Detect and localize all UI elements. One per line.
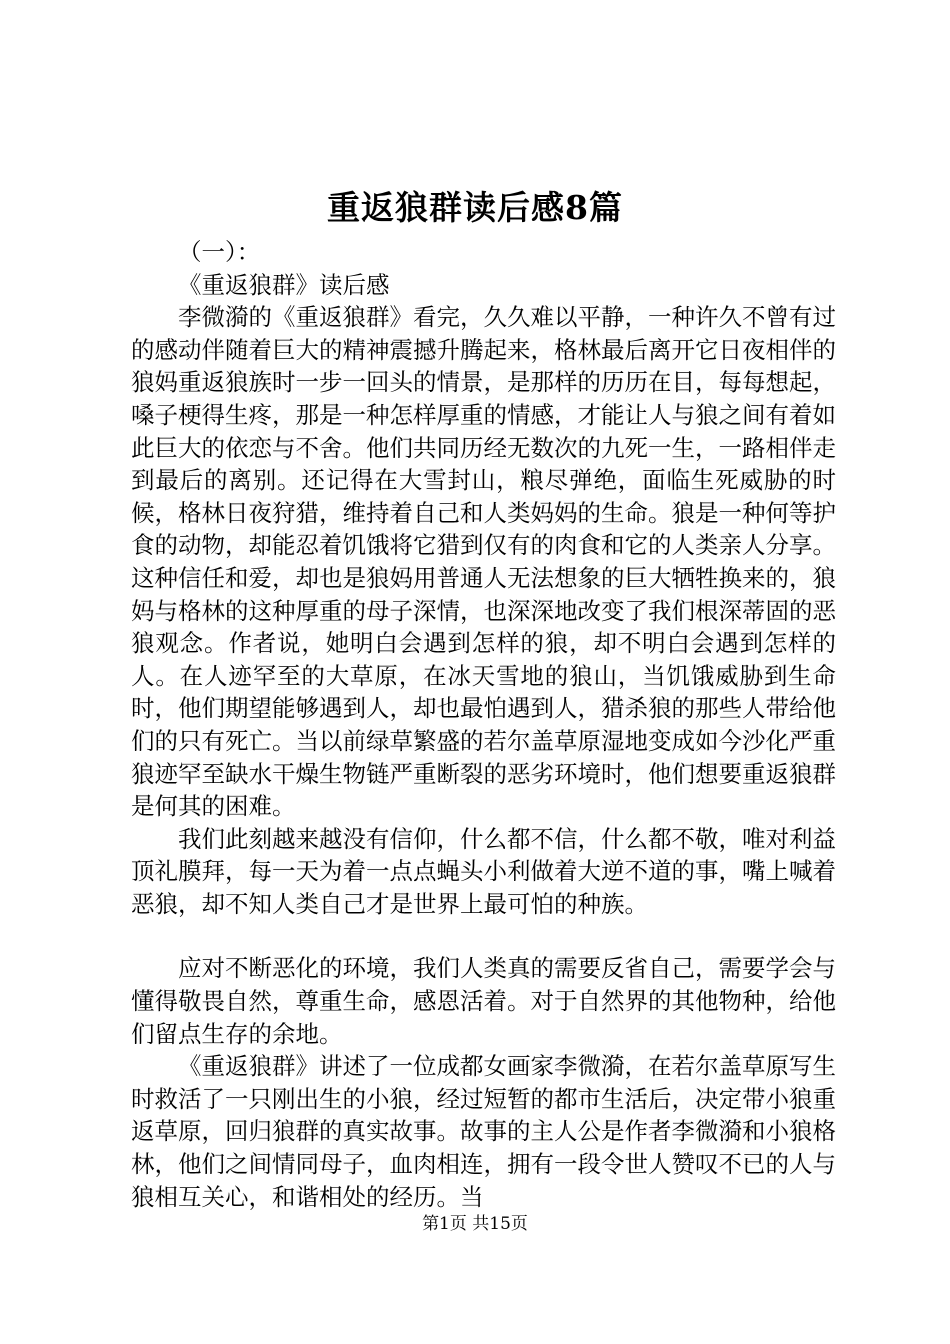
section-marker: （一）：: [178, 238, 261, 266]
document-body: [131, 236, 836, 1213]
body-paragraph: 李微漪的《重返狼群》看完，久久难以平静，一种许久不曾有过的感动伴随着巨大的精神震撼升腾起来，格林最后离开它日夜相伴的狼妈重返狼族时一步一回头的情景，是那样的历历在目，每每想起，嗓子梗得生疼，那是一种怎样厚重的情感，才能让人与狼之间有着如此巨大的依恋与不舍。他们共同历经无数次的九死一生，一路相伴走到最后的离别。还记得在大雪封山，粮尽弹绝，面临生死威胁的时候，格林日夜狩猎，维持着自己和人类妈妈的生命。狼是一种何等护食的动物，却能忍着饥饿将它猎到仅有的肉食和它的人类亲人分享。这种信任和爱，却也是狼妈用普通人无法想象的巨大牺牲换来的，狼妈与格林的这种厚重的母子深情，也深深地改变了我们根深蒂固的恶狼观念。作者说，她明白会遇到怎样的狼，却不明白会遇到怎样的人。在人迹罕至的大草原，在冰天雪地的狼山，当饥饿威胁到生命时，他们期望能够遇到人，却也最怕遇到人，猎杀狼的那些人带给他们的只有死亡。当以前绿草繁盛的若尔盖草原湿地变成如今沙化严重狼迹罕至缺水干燥生物链严重断裂的恶劣环境时，他们想要重返狼群是何其的困难。: [131, 303, 836, 821]
body-paragraph: 《重返狼群》讲述了一位成都女画家李微漪，在若尔盖草原写生时救活了一只刚出生的小狼，经过短暂的都市生活后，决定带小狼重返草原，回归狼群的真实故事。故事的主人公是作者李微漪和小狼格林，他们之间情同母子，血肉相连，拥有一段令世人赞叹不已的人与狼相互关心，和谐相处的经历。当: [131, 1052, 836, 1211]
body-paragraph: 应对不断恶化的环境，我们人类真的需要反省自己，需要学会与懂得敬畏自然，尊重生命，感恩活着。对于自然界的其他物种，给他们留点生存的余地。: [131, 954, 836, 1048]
section-heading: 《重返狼群》读后感: [178, 270, 390, 299]
page-footer: 第1页 共15页: [422, 1214, 528, 1234]
page-title: 重返狼群读后感8篇: [327, 188, 623, 227]
body-paragraph: 我们此刻越来越没有信仰，什么都不信，什么都不敬，唯对利益顶礼膜拜，每一天为着一点点蝇头小利做着大逆不道的事，嘴上喊着恶狼，却不知人类自己才是世界上最可怕的种族。: [131, 824, 836, 918]
